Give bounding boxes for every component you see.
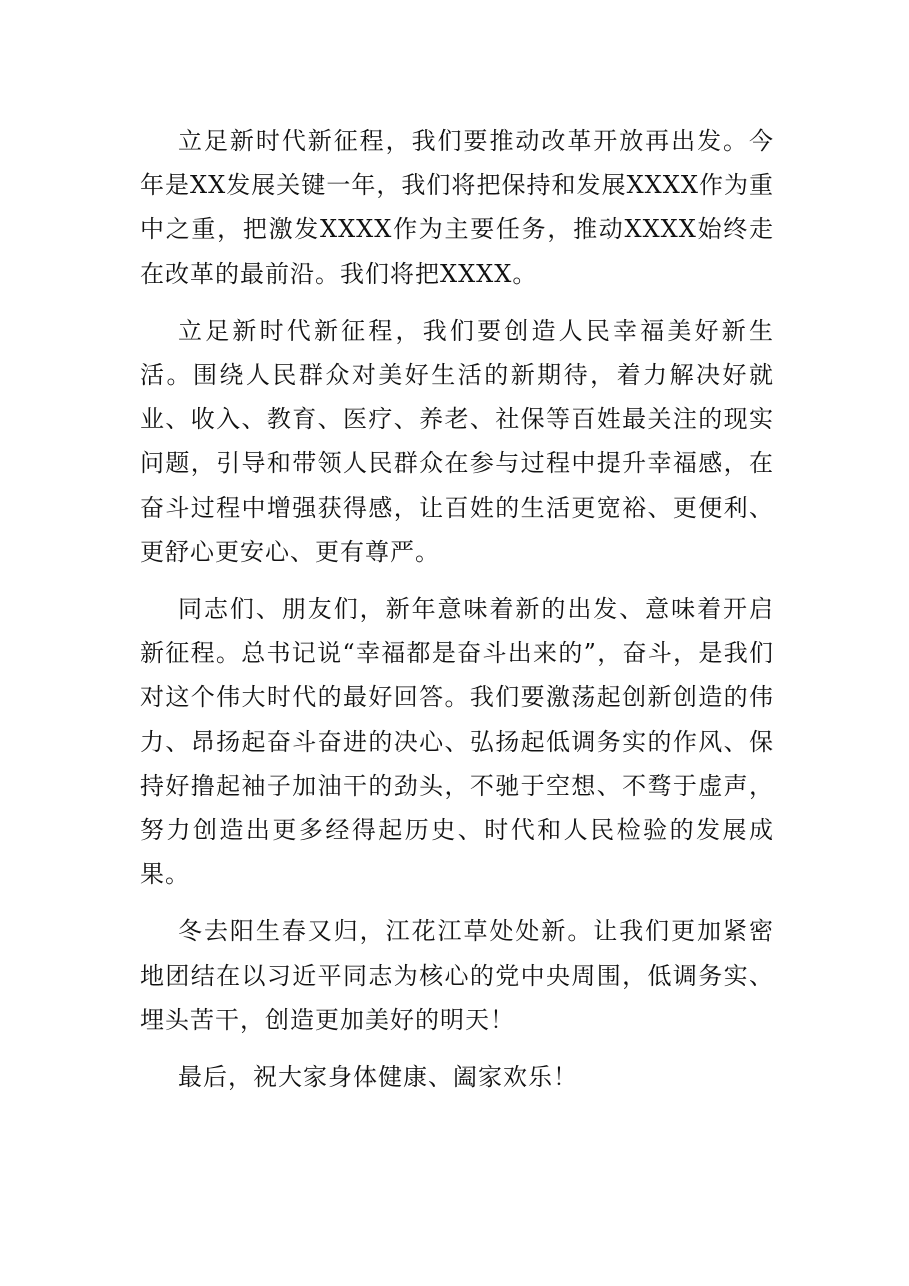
paragraph-unity: 冬去阳生春又归，江花江草处处新。让我们更加紧密地团结在以习近平同志为核心的党中央周围，低调务实、埋头苦干，创造更加美好的明天！ (140, 917, 774, 1034)
paragraph-reform: 立足新时代新征程，我们要推动改革开放再出发。今年是XX发展关键一年，我们将把保持和发展XXXX作为重中之重，把激发XXXX作为主要任务，推动XXXX始终走在改革的最前沿。我们将把XXXX。 (140, 127, 774, 288)
paragraph-new-journey: 同志们、朋友们，新年意味着新的出发、意味着开启新征程。总书记说“幸福都是奋斗出来的”，奋斗，是我们对这个伟大时代的最好回答。我们要激荡起创新创造的伟力、昂扬起奋斗奋进的决心、弘扬起低调务实的作风、保持好撸起袖子加油干的劲头，不驰于空想、不骛于虚声，努力创造出更多经得起历史、时代和人民检验的发展成果。 (140, 595, 774, 889)
paragraph-happiness: 立足新时代新征程，我们要创造人民幸福美好新生活。围绕人民群众对美好生活的新期待，着力解决好就业、收入、教育、医疗、养老、社保等百姓最关注的现实问题，引导和带领人民群众在参与过程中提升幸福感，在奋斗过程中增强获得感，让百姓的生活更宽裕、更便利、更舒心更安心、更有尊严。 (140, 316, 774, 566)
paragraph-closing: 最后，祝大家身体健康、阖家欢乐！ (178, 1063, 578, 1092)
document-body (140, 119, 774, 1112)
